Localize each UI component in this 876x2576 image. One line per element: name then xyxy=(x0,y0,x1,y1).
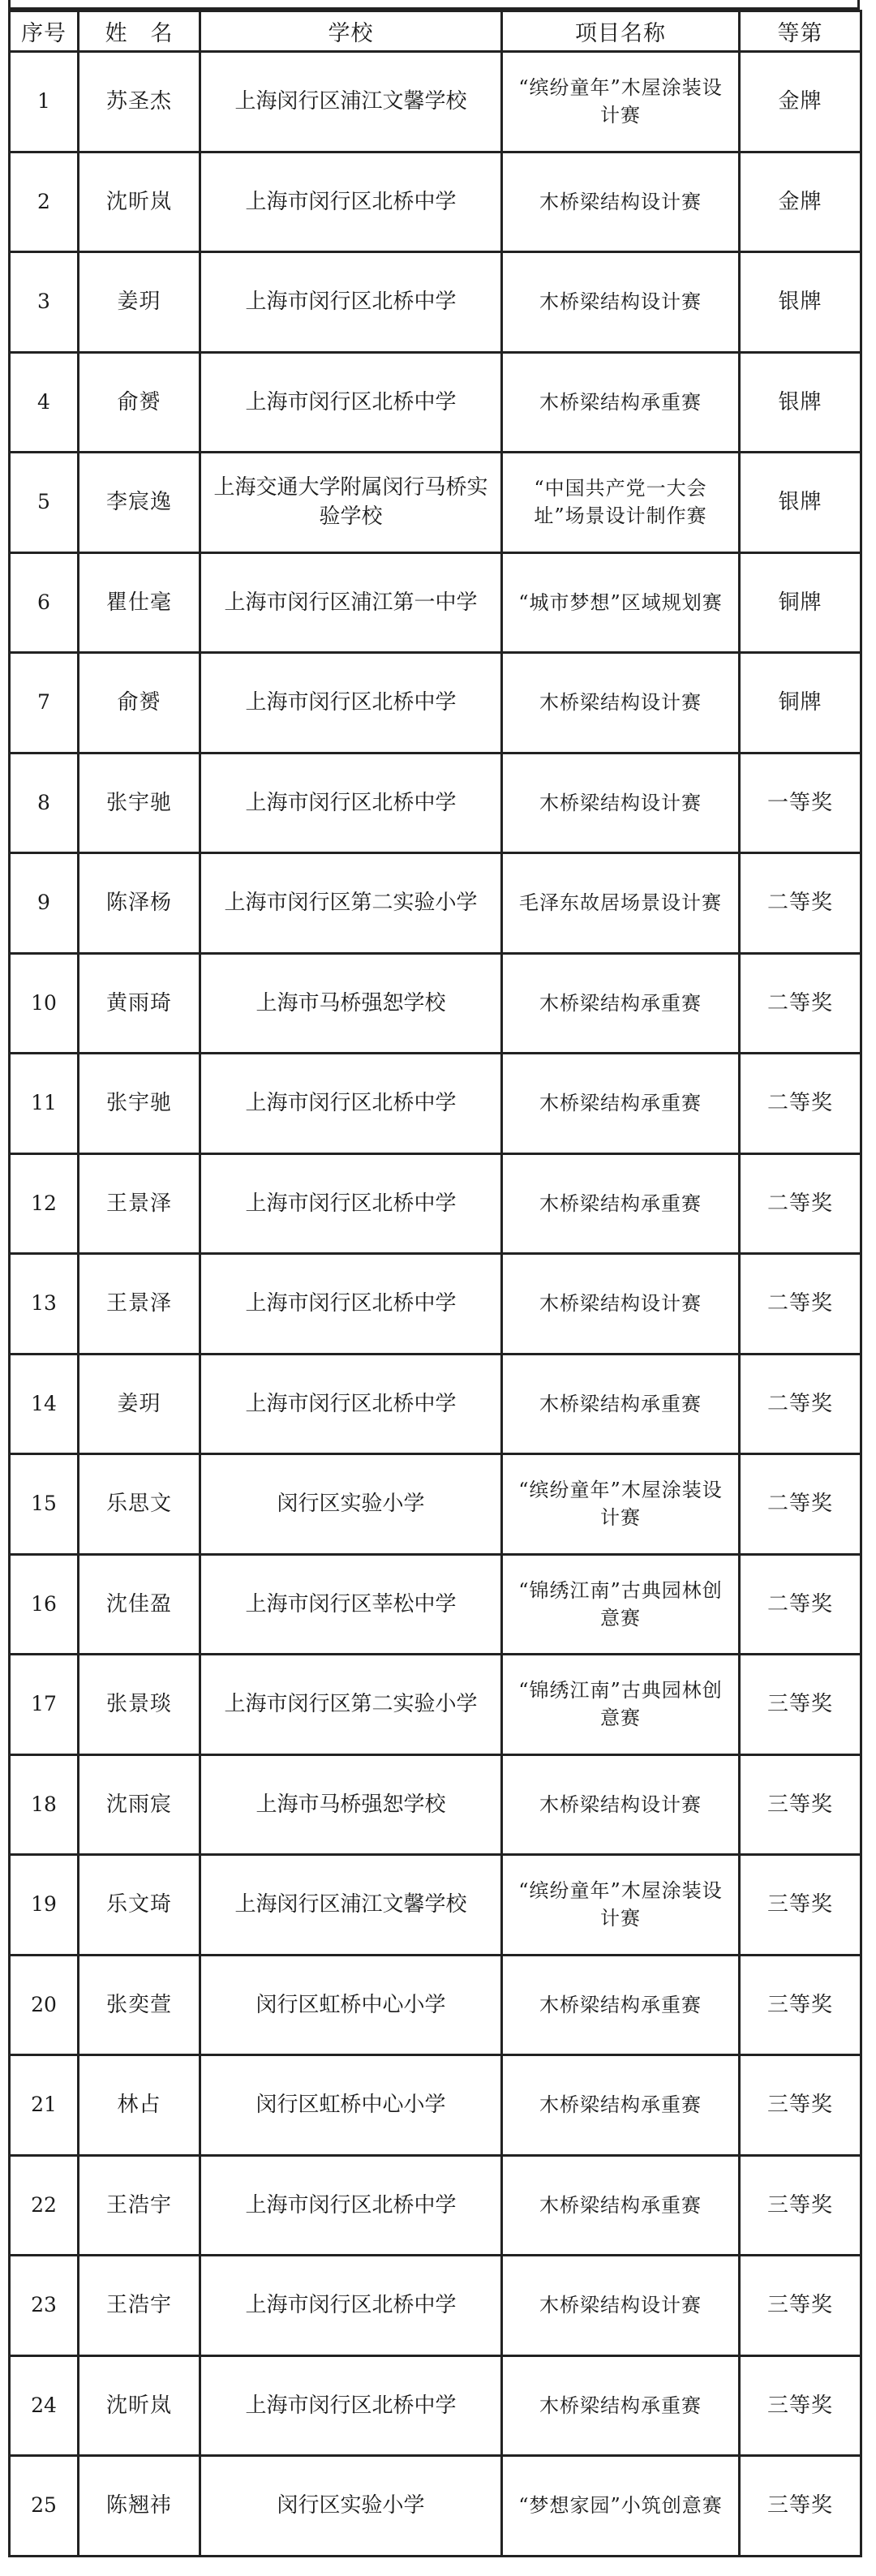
cell-no: 4 xyxy=(10,352,79,453)
table-row xyxy=(10,1855,861,1956)
table-row xyxy=(10,753,861,853)
table-header-row xyxy=(10,11,861,52)
cell-rank: 二等奖 xyxy=(740,1454,861,1555)
cell-rank: 三等奖 xyxy=(740,1855,861,1956)
cell-no: 3 xyxy=(10,252,79,353)
table-row xyxy=(10,453,861,553)
cell-school: 上海市马桥强恕学校 xyxy=(200,953,502,1054)
cell-no: 6 xyxy=(10,552,79,653)
cell-name: 沈佳盈 xyxy=(79,1554,200,1655)
cell-no: 21 xyxy=(10,2055,79,2156)
cell-rank: 二等奖 xyxy=(740,1354,861,1454)
cell-no: 20 xyxy=(10,1955,79,2055)
cell-no: 22 xyxy=(10,2155,79,2256)
cell-project: 木桥梁结构承重赛 xyxy=(502,1955,740,2055)
cell-school: 上海市闵行区北桥中学 xyxy=(200,653,502,753)
cell-project: 木桥梁结构设计赛 xyxy=(502,653,740,753)
cell-school: 上海市闵行区浦江第一中学 xyxy=(200,552,502,653)
cell-no: 8 xyxy=(10,753,79,853)
cell-project: 木桥梁结构承重赛 xyxy=(502,1354,740,1454)
cell-rank: 三等奖 xyxy=(740,2055,861,2156)
cell-rank: 二等奖 xyxy=(740,1153,861,1254)
cell-school: 上海市闵行区北桥中学 xyxy=(200,1254,502,1355)
table-row xyxy=(10,2256,861,2356)
cell-project: 木桥梁结构承重赛 xyxy=(502,1054,740,1154)
table-row xyxy=(10,1254,861,1355)
cell-project: 木桥梁结构设计赛 xyxy=(502,1254,740,1355)
cell-school: 闵行区实验小学 xyxy=(200,2456,502,2557)
cell-rank: 二等奖 xyxy=(740,1554,861,1655)
table-row xyxy=(10,2355,861,2456)
cell-no: 10 xyxy=(10,953,79,1054)
cell-name: 沈雨宸 xyxy=(79,1754,200,1855)
cell-school: 上海市闵行区第二实验小学 xyxy=(200,853,502,954)
cell-rank: 二等奖 xyxy=(740,1054,861,1154)
table-row xyxy=(10,1554,861,1655)
cell-no: 12 xyxy=(10,1153,79,1254)
cell-name: 黄雨琦 xyxy=(79,953,200,1054)
cell-rank: 三等奖 xyxy=(740,1955,861,2055)
cell-project: “缤纷童年”木屋涂装设计赛 xyxy=(502,1855,740,1956)
cell-no: 5 xyxy=(10,453,79,553)
cell-name: 俞赟 xyxy=(79,653,200,753)
cell-name: 张宇驰 xyxy=(79,1054,200,1154)
cell-no: 9 xyxy=(10,853,79,954)
cell-project: “锦绣江南”古典园林创意赛 xyxy=(502,1655,740,1755)
table-row xyxy=(10,953,861,1054)
cell-project: 木桥梁结构承重赛 xyxy=(502,2055,740,2156)
award-table xyxy=(8,10,862,2557)
cell-school: 闵行区虹桥中心小学 xyxy=(200,1955,502,2055)
cell-rank: 三等奖 xyxy=(740,1754,861,1855)
cell-rank: 银牌 xyxy=(740,252,861,353)
cell-school: 上海市闵行区第二实验小学 xyxy=(200,1655,502,1755)
table-row xyxy=(10,1153,861,1254)
cell-rank: 二等奖 xyxy=(740,853,861,954)
table-row xyxy=(10,252,861,353)
cell-name: 沈昕岚 xyxy=(79,2355,200,2456)
header-project: 项目名称 xyxy=(502,11,740,52)
cell-name: 王浩宇 xyxy=(79,2155,200,2256)
cell-school: 上海市闵行区北桥中学 xyxy=(200,1354,502,1454)
cell-no: 16 xyxy=(10,1554,79,1655)
cell-rank: 一等奖 xyxy=(740,753,861,853)
cell-rank: 二等奖 xyxy=(740,1254,861,1355)
cell-rank: 银牌 xyxy=(740,352,861,453)
header-no: 序号 xyxy=(10,11,79,52)
cell-name: 张奕萱 xyxy=(79,1955,200,2055)
cell-no: 25 xyxy=(10,2456,79,2557)
cell-project: “缤纷童年”木屋涂装设计赛 xyxy=(502,1454,740,1555)
cell-project: 木桥梁结构设计赛 xyxy=(502,1754,740,1855)
cell-no: 2 xyxy=(10,152,79,252)
cell-school: 上海闵行区浦江文馨学校 xyxy=(200,1855,502,1956)
cell-name: 乐文琦 xyxy=(79,1855,200,1956)
cell-school: 闵行区实验小学 xyxy=(200,1454,502,1555)
cell-name: 姜玥 xyxy=(79,1354,200,1454)
cell-project: 木桥梁结构设计赛 xyxy=(502,152,740,252)
cell-rank: 铜牌 xyxy=(740,653,861,753)
cell-school: 上海市闵行区北桥中学 xyxy=(200,1054,502,1154)
cell-no: 24 xyxy=(10,2355,79,2456)
table-row xyxy=(10,52,861,152)
cell-name: 姜玥 xyxy=(79,252,200,353)
cell-no: 1 xyxy=(10,52,79,152)
cell-project: 木桥梁结构承重赛 xyxy=(502,2355,740,2456)
table-top-rule xyxy=(8,0,860,10)
cell-rank: 三等奖 xyxy=(740,2155,861,2256)
cell-school: 上海市闵行区北桥中学 xyxy=(200,352,502,453)
cell-name: 沈昕岚 xyxy=(79,152,200,252)
cell-school: 上海市闵行区北桥中学 xyxy=(200,753,502,853)
table-row xyxy=(10,152,861,252)
cell-name: 俞赟 xyxy=(79,352,200,453)
cell-name: 乐思文 xyxy=(79,1454,200,1555)
cell-no: 14 xyxy=(10,1354,79,1454)
table-row xyxy=(10,2055,861,2156)
cell-project: “梦想家园”小筑创意赛 xyxy=(502,2456,740,2557)
cell-project: 木桥梁结构设计赛 xyxy=(502,753,740,853)
table-row xyxy=(10,352,861,453)
cell-school: 上海市闵行区北桥中学 xyxy=(200,2256,502,2356)
table-row xyxy=(10,653,861,753)
cell-name: 张宇驰 xyxy=(79,753,200,853)
cell-name: 王景泽 xyxy=(79,1254,200,1355)
header-school: 学校 xyxy=(200,11,502,52)
cell-project: 毛泽东故居场景设计赛 xyxy=(502,853,740,954)
table-row xyxy=(10,2456,861,2557)
cell-project: “缤纷童年”木屋涂装设计赛 xyxy=(502,52,740,152)
table-row xyxy=(10,1354,861,1454)
cell-rank: 银牌 xyxy=(740,453,861,553)
cell-project: “城市梦想”区域规划赛 xyxy=(502,552,740,653)
cell-no: 17 xyxy=(10,1655,79,1755)
cell-rank: 金牌 xyxy=(740,152,861,252)
cell-rank: 三等奖 xyxy=(740,2355,861,2456)
cell-name: 王景泽 xyxy=(79,1153,200,1254)
cell-project: 木桥梁结构承重赛 xyxy=(502,953,740,1054)
cell-name: 王浩宇 xyxy=(79,2256,200,2356)
cell-name: 林占 xyxy=(79,2055,200,2156)
cell-school: 上海市闵行区北桥中学 xyxy=(200,2355,502,2456)
table-row xyxy=(10,853,861,954)
cell-school: 上海市闵行区北桥中学 xyxy=(200,2155,502,2256)
cell-no: 15 xyxy=(10,1454,79,1555)
table-row xyxy=(10,1454,861,1555)
table-row xyxy=(10,2155,861,2256)
cell-no: 7 xyxy=(10,653,79,753)
cell-name: 苏圣杰 xyxy=(79,52,200,152)
cell-name: 李宸逸 xyxy=(79,453,200,553)
cell-rank: 二等奖 xyxy=(740,953,861,1054)
cell-name: 陈泽杨 xyxy=(79,853,200,954)
cell-rank: 三等奖 xyxy=(740,1655,861,1755)
cell-project: 木桥梁结构设计赛 xyxy=(502,252,740,353)
cell-school: 上海闵行区浦江文馨学校 xyxy=(200,52,502,152)
cell-school: 上海市闵行区北桥中学 xyxy=(200,152,502,252)
cell-project: “锦绣江南”古典园林创意赛 xyxy=(502,1554,740,1655)
cell-school: 闵行区虹桥中心小学 xyxy=(200,2055,502,2156)
table-row xyxy=(10,1054,861,1154)
table-row xyxy=(10,1655,861,1755)
cell-school: 上海交通大学附属闵行马桥实验学校 xyxy=(200,453,502,553)
cell-rank: 金牌 xyxy=(740,52,861,152)
cell-project: “中国共产党一大会址”场景设计制作赛 xyxy=(502,453,740,553)
cell-school: 上海市闵行区莘松中学 xyxy=(200,1554,502,1655)
table-row xyxy=(10,1754,861,1855)
header-name: 姓 名 xyxy=(79,11,200,52)
cell-school: 上海市马桥强恕学校 xyxy=(200,1754,502,1855)
cell-name: 张景琰 xyxy=(79,1655,200,1755)
cell-no: 11 xyxy=(10,1054,79,1154)
cell-no: 23 xyxy=(10,2256,79,2356)
table-row xyxy=(10,552,861,653)
cell-rank: 三等奖 xyxy=(740,2256,861,2356)
cell-project: 木桥梁结构设计赛 xyxy=(502,2256,740,2356)
cell-school: 上海市闵行区北桥中学 xyxy=(200,252,502,353)
cell-project: 木桥梁结构承重赛 xyxy=(502,352,740,453)
cell-name: 陈翘祎 xyxy=(79,2456,200,2557)
cell-school: 上海市闵行区北桥中学 xyxy=(200,1153,502,1254)
cell-rank: 三等奖 xyxy=(740,2456,861,2557)
cell-project: 木桥梁结构承重赛 xyxy=(502,2155,740,2256)
header-rank: 等第 xyxy=(740,11,861,52)
cell-project: 木桥梁结构承重赛 xyxy=(502,1153,740,1254)
cell-rank: 铜牌 xyxy=(740,552,861,653)
cell-no: 18 xyxy=(10,1754,79,1855)
cell-no: 19 xyxy=(10,1855,79,1956)
cell-name: 瞿仕毫 xyxy=(79,552,200,653)
table-row xyxy=(10,1955,861,2055)
cell-no: 13 xyxy=(10,1254,79,1355)
